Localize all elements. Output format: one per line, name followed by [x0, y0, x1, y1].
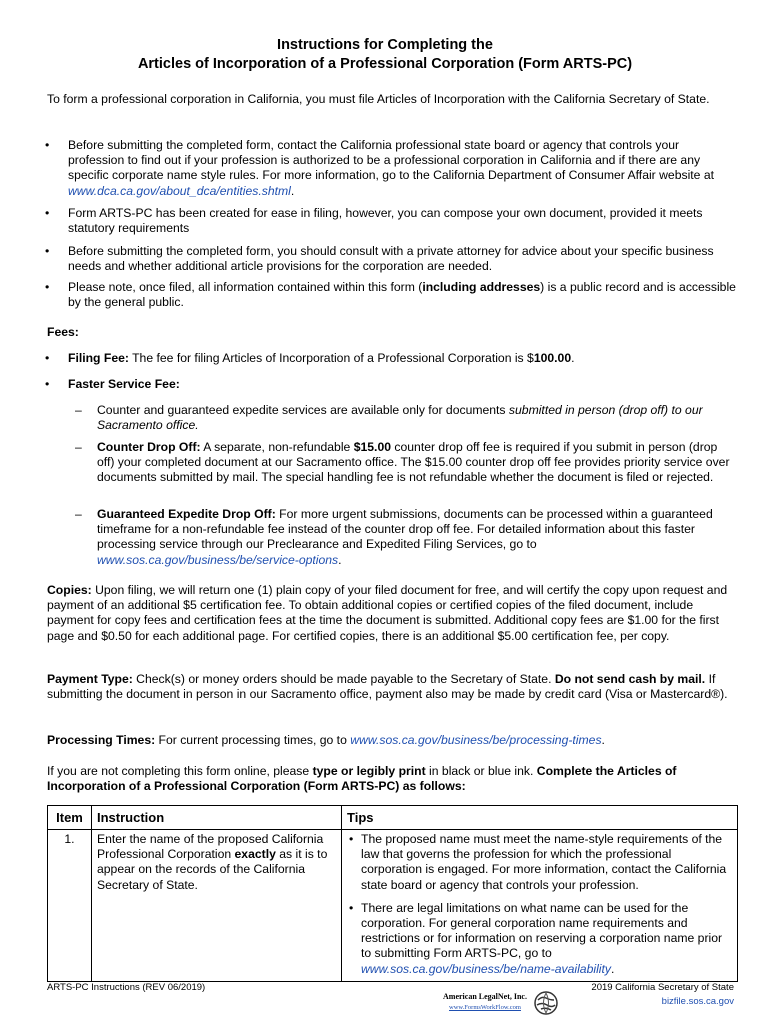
footer-copyright: 2019 California Secretary of State: [591, 982, 734, 993]
processing-paragraph: Processing Times: For current processing times, go to www.sos.ca.gov/business/be/processing-times.: [47, 733, 605, 747]
bullet-icon: •: [45, 244, 50, 258]
name-availability-link[interactable]: www.sos.ca.gov/business/be/name-availability: [361, 961, 611, 976]
instructions-intro: If you are not completing this form online, please type or legibly print in black or blue ink. Complete the Articles of Incorporation of a Professional Corporation (Form ARTS-PC) as follows:: [47, 764, 677, 794]
bullet-icon: •: [349, 832, 354, 846]
dca-link[interactable]: www.dca.ca.gov/about_dca/entities.shtml: [68, 183, 291, 198]
tip-item: • The proposed name must meet the name-style requirements of the law that governs the profession for which the professional corporation is engaged. For more information, contact the California state board or agency that controls your profession.: [349, 832, 727, 892]
bullet-icon: •: [45, 138, 50, 152]
page-title-line1: Instructions for Completing the: [277, 37, 493, 53]
processing-times-link[interactable]: www.sos.ca.gov/business/be/processing-times: [350, 733, 602, 747]
table-row: [48, 830, 738, 982]
footer-bizfile-link[interactable]: bizfile.sos.ca.gov: [661, 996, 734, 1007]
service-options-link[interactable]: www.sos.ca.gov/business/be/service-options: [97, 552, 339, 567]
bullet-icon: •: [349, 900, 354, 915]
bullet-icon: •: [45, 206, 50, 220]
bullet-icon: •: [45, 280, 50, 294]
american-legalnet-logo: American LegalNet, Inc. www.FormsWorkFlow.com: [440, 990, 560, 1018]
footer-form-revision: ARTS-PC Instructions (REV 06/2019): [47, 982, 206, 993]
col-header-tips: Tips: [342, 806, 738, 830]
item-number: 1.: [48, 830, 92, 982]
col-header-item: Item: [48, 806, 92, 830]
col-header-instruction: Instruction: [92, 806, 342, 830]
copies-paragraph: Copies: Upon filing, we will return one (1) plain copy of your filed document for free, and will certify the copy upon request and payment of an additional $5 certification fee. To obtain additional copies or certified copies of the filed document, include payment for copy fees and certification fees at the time the document is submitted. Additional copy fees are $1.00 for the first page and $0.50 for each additional page. For certified copies, there is an additional $5.00 certification fee, per copy.: [47, 583, 728, 643]
instruction-cell: Enter the name of the proposed California Professional Corporation exactly as it is to appear on the records of the California Secretary of State.: [92, 830, 342, 982]
page-title-line2: Articles of Incorporation of a Professional Corporation (Form ARTS-PC): [137, 56, 633, 72]
intro-paragraph: To form a professional corporation in California, you must file Articles of Incorporation with the California Secretary of State.: [47, 92, 710, 106]
document-page: Instructions for Completing the Articles of Incorporation of a Professional Corporation (Form ARTS-PC) To form a professional corporation in California, you must file Articles of Incorporation with the California Secretary of State. • Before submitting the completed form, contact the California professional state board or agency that controls your profession to find out if your profession is authorized to be a professional corporation in California and if there are any specific corporate name style rules. For more information, go to the California Department of Consumer Affair website at www.dca.ca.gov/about_dca/entities.shtml. • Form ARTS-PC has been created for ease in filing, however, you can compose your own document, provided it meets statutory requirements • Before submitting the completed form, you should consult with a private attorney for advice about your specific business needs and whether additional article provisions for the corporation are needed. • Please note, once filed, all information contained within this form (including addresses) is a public record and is accessible by the general public. Fees: • Filing Fee: The fee for filing Articles of Incorporation of a Professional Corporation is $100.00. • Faster Service Fee: – Counter and guaranteed expedite services are available only for documents submitted in person (drop off) to our Sacramento office. – Counter Drop Off: A separate, non-refundable $15.00 counter drop off fee is required if you submit in person (drop off) your completed document at our Sacramento office. The $15.00 counter drop off fee provides priority service over documents submitted by mail. The special handling fee is not refundable whether the document is filed or rejected. – Guaranteed Expedite Drop Off: For more urgent submissions, documents can be processed within a guaranteed timeframe for a non-refundable fee instead of the counter drop off fee. For detailed information about this faster processing service through our Preclearance and Expedited Filing Services, go to www.sos.ca.gov/business/be/service-options. Copies: Upon filing, we will return one (1) plain copy of your filed document for free, and will certify the copy upon request and payment of an additional $5 certification fee. To obtain additional copies or certified copies of the filed document, include payment for copy fees and certification fees at the time the document is submitted. Additional copy fees are $1.00 for the first page and $0.50 for each additional page. For certified copies, there is an additional $5.00 certification fee, per copy. Payment Type: Check(s) or money orders should be made payable to the Secretary of State. Do not send cash by mail. If submitting the document in person in our Sacramento office, payment also may be made by credit card (Visa or Mastercard®). Processing Times: For current processing times, go to www.sos.ca.gov/business/be/processing-times. If you are not completing this form online, please type or legibly print in black or blue ink. Complete the Articles of Incorporation of a Professional Corporation (Form ARTS-PC) as follows: Item Instruction Tips 1. Enter the name of the proposed California Professional Corporation exactly as it is to appear on the records of the California Secretary of State. • The proposed name must meet the name-style requirements of the law that governs the profession for which the professional corporation is engaged. For more information, contact the California state board or agency that controls your profession. • There are legal limitations on what name can be used for the corporation. For general corporation name requirements and restrictions or for information on reserving a corporation name prior to submitting Form ARTS-PC, go to www.sos.ca.gov/business/be/name-availability. ARTS-PC Instructions (REV 06/2019) 2019 California Secretary of State bizfile.sos.ca.gov American LegalNet, Inc. www.FormsWorkFlow.com: [0, 0, 770, 1024]
tip-item: • There are legal limitations on what name can be used for the corporation. For general corporation name requirements and restrictions or for information on reserving a corporation name prior to submitting Form ARTS-PC, go to www.sos.ca.gov/business/be/name-availability.: [349, 900, 723, 976]
fees-heading: Fees:: [47, 325, 79, 339]
tips-cell: [342, 830, 738, 982]
globe-icon: [533, 990, 559, 1016]
payment-paragraph: Payment Type: Check(s) or money orders should be made payable to the Secretary of State. Do not send cash by mail. If submitting the document in person in our Sacramento office, payment also may be made by credit card (Visa or Mastercard®).: [47, 672, 728, 702]
instructions-table: [47, 805, 738, 982]
bullet-icon: •: [45, 351, 50, 365]
bullet-icon: •: [45, 377, 50, 391]
